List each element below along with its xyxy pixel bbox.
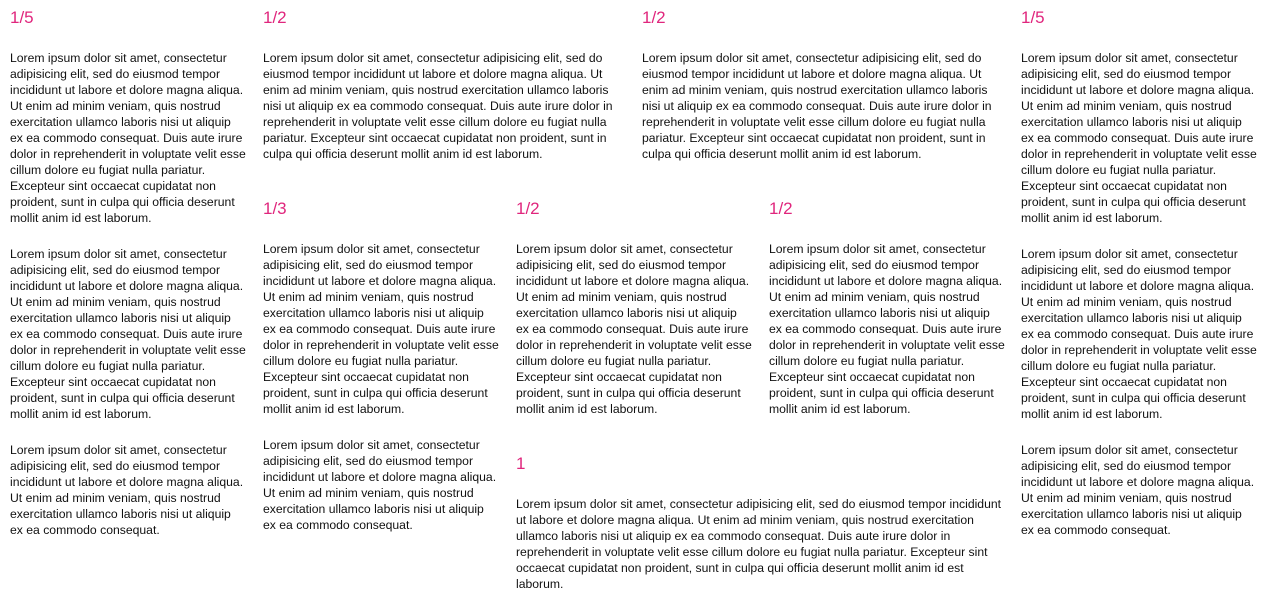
paragraph: Lorem ipsum dolor sit amet, consectetur adipisicing elit, sed do eiusmod tempor incididunt ut labore et dolore magna aliqua. Ut enim ad minim veniam, quis nostrud exercitation ullamco laboris nisi ut aliquip ex ea commodo consequat. Duis aute irure dolor in reprehenderit in voluptate velit esse cillum dolore eu fugiat nulla pariatur. Excepteur sint occaecat cupidatat non proident, sunt in culpa qui officia deserunt mollit anim id est laborum. bbox=[642, 51, 992, 161]
column-heading: 1/5 bbox=[1021, 8, 1045, 27]
column-inner-half-a bbox=[516, 199, 752, 417]
column-heading: 1 bbox=[516, 454, 526, 473]
column-inner-half-b bbox=[769, 199, 1005, 417]
paragraph: Lorem ipsum dolor sit amet, consectetur adipisicing elit, sed do eiusmod tempor incididunt ut labore et dolore magna aliqua. Ut enim ad minim veniam, quis nostrud exercitation ullamco laboris nisi ut aliquip ex ea commodo consequat. bbox=[10, 443, 244, 537]
column-right-fifth bbox=[1021, 8, 1257, 538]
paragraph: Lorem ipsum dolor sit amet, consectetur adipisicing elit, sed do eiusmod tempor incididunt ut labore et dolore magna aliqua. Ut enim ad minim veniam, quis nostrud exercitation ullamco laboris nisi ut aliquip ex ea commodo consequat. Duis aute irure dolor in reprehenderit in voluptate velit esse cillum dolore eu fugiat nulla pariatur. Excepteur sint occaecat cupidatat non proident, sunt in culpa qui officia deserunt mollit anim id est laborum. bbox=[10, 247, 246, 421]
paragraph: Lorem ipsum dolor sit amet, consectetur adipisicing elit, sed do eiusmod tempor incididunt ut labore et dolore magna aliqua. Ut enim ad minim veniam, quis nostrud exercitation ullamco laboris nisi ut aliquip ex ea commodo consequat. Duis aute irure dolor in reprehenderit in voluptate velit esse cillum dolore eu fugiat nulla pariatur. Excepteur sint occaecat cupidatat non proident, sunt in culpa qui officia deserunt mollit anim id est laborum. bbox=[263, 51, 613, 161]
paragraph: Lorem ipsum dolor sit amet, consectetur adipisicing elit, sed do eiusmod tempor incididunt ut labore et dolore magna aliqua. Ut enim ad minim veniam, quis nostrud exercitation ullamco laboris nisi ut aliquip ex ea commodo consequat. Duis aute irure dolor in reprehenderit in voluptate velit esse cillum dolore eu fugiat nulla pariatur. Excepteur sint occaecat cupidatat non proident, sunt in culpa qui officia deserunt mollit anim id est laborum. bbox=[1021, 51, 1257, 225]
column-middle-half-a bbox=[263, 8, 625, 162]
column-middle-half-b bbox=[642, 8, 1004, 162]
column-left-fifth bbox=[10, 8, 246, 538]
column-heading: 1/2 bbox=[642, 8, 666, 27]
paragraph: Lorem ipsum dolor sit amet, consectetur adipisicing elit, sed do eiusmod tempor incididunt ut labore et dolore magna aliqua. Ut enim ad minim veniam, quis nostrud exercitation ullamco laboris nisi ut aliquip ex ea commodo consequat. Duis aute irure dolor in reprehenderit in voluptate velit esse cillum dolore eu fugiat nulla pariatur. Excepteur sint occaecat cupidatat non proident, sunt in culpa qui officia deserunt mollit anim id est laborum. bbox=[769, 242, 1005, 416]
column-full bbox=[516, 454, 1004, 592]
column-heading: 1/3 bbox=[263, 199, 287, 218]
column-heading: 1/2 bbox=[263, 8, 287, 27]
paragraph: Lorem ipsum dolor sit amet, consectetur adipisicing elit, sed do eiusmod tempor incididunt ut labore et dolore magna aliqua. Ut enim ad minim veniam, quis nostrud exercitation ullamco laboris nisi ut aliquip ex ea commodo consequat. bbox=[263, 438, 497, 532]
column-heading: 1/2 bbox=[516, 199, 540, 218]
paragraph: Lorem ipsum dolor sit amet, consectetur adipisicing elit, sed do eiusmod tempor incididunt ut labore et dolore magna aliqua. Ut enim ad minim veniam, quis nostrud exercitation ullamco laboris nisi ut aliquip ex ea commodo consequat. Duis aute irure dolor in reprehenderit in voluptate velit esse cillum dolore eu fugiat nulla pariatur. Excepteur sint occaecat cupidatat non proident, sunt in culpa qui officia deserunt mollit anim id est laborum. bbox=[1021, 247, 1257, 421]
column-heading: 1/5 bbox=[10, 8, 34, 27]
column-third bbox=[263, 199, 499, 533]
paragraph: Lorem ipsum dolor sit amet, consectetur adipisicing elit, sed do eiusmod tempor incididunt ut labore et dolore magna aliqua. Ut enim ad minim veniam, quis nostrud exercitation ullamco laboris nisi ut aliquip ex ea commodo consequat. bbox=[1021, 443, 1255, 537]
paragraph: Lorem ipsum dolor sit amet, consectetur adipisicing elit, sed do eiusmod tempor incididunt ut labore et dolore magna aliqua. Ut enim ad minim veniam, quis nostrud exercitation ullamco laboris nisi ut aliquip ex ea commodo consequat. Duis aute irure dolor in reprehenderit in voluptate velit esse cillum dolore eu fugiat nulla pariatur. Excepteur sint occaecat cupidatat non proident, sunt in culpa qui officia deserunt mollit anim id est laborum. bbox=[516, 242, 752, 416]
column-heading: 1/2 bbox=[769, 199, 793, 218]
paragraph: Lorem ipsum dolor sit amet, consectetur adipisicing elit, sed do eiusmod tempor incididunt ut labore et dolore magna aliqua. Ut enim ad minim veniam, quis nostrud exercitation ullamco laboris nisi ut aliquip ex ea commodo consequat. Duis aute irure dolor in reprehenderit in voluptate velit esse cillum dolore eu fugiat nulla pariatur. Excepteur sint occaecat cupidatat non proident, sunt in culpa qui officia deserunt mollit anim id est laborum. bbox=[263, 242, 499, 416]
paragraph: Lorem ipsum dolor sit amet, consectetur adipisicing elit, sed do eiusmod tempor incididunt ut labore et dolore magna aliqua. Ut enim ad minim veniam, quis nostrud exercitation ullamco laboris nisi ut aliquip ex ea commodo consequat. Duis aute irure dolor in reprehenderit in voluptate velit esse cillum dolore eu fugiat nulla pariatur. Excepteur sint occaecat cupidatat non proident, sunt in culpa qui officia deserunt mollit anim id est laborum. bbox=[10, 51, 246, 225]
paragraph: Lorem ipsum dolor sit amet, consectetur adipisicing elit, sed do eiusmod tempor incididunt ut labore et dolore magna aliqua. Ut enim ad minim veniam, quis nostrud exercitation ullamco laboris nisi ut aliquip ex ea commodo consequat. Duis aute irure dolor in reprehenderit in voluptate velit esse cillum dolore eu fugiat nulla pariatur. Excepteur sint occaecat cupidatat non proident, sunt in culpa qui officia deserunt mollit anim id est laborum. bbox=[516, 497, 1002, 591]
